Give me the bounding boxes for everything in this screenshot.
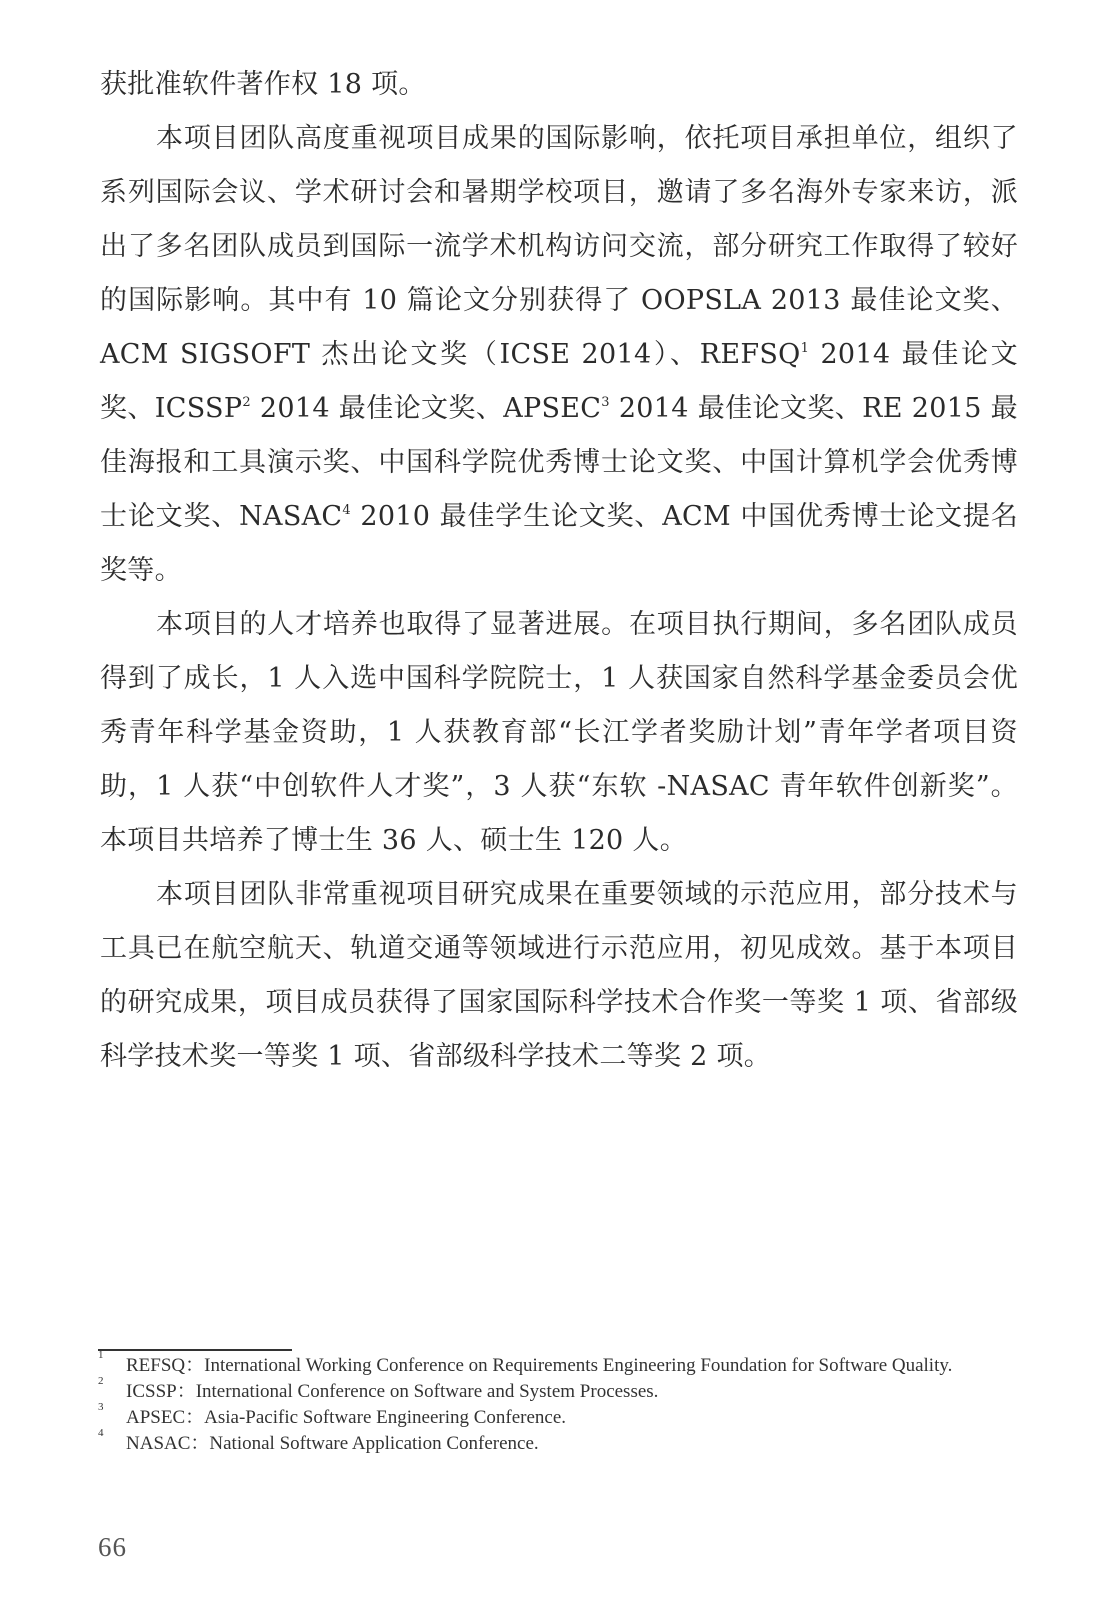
paragraph-2 [100, 112, 1018, 598]
main-text [100, 58, 1018, 1084]
footnote-text: APSEC：Asia-Pacific Software Engineering Conference. [126, 1407, 567, 1428]
paragraph-1: 获批准软件著作权 18 项。 [100, 69, 426, 100]
page-number: 66 [98, 1532, 127, 1562]
footnote-2 [98, 1375, 1016, 1405]
footnotes [98, 1349, 1016, 1457]
footnote-text: REFSQ：International Working Conference on Requirements Engineering Foundation for Software Quality. [126, 1355, 953, 1376]
footnote-number: 2 [98, 1375, 104, 1387]
footnote-text: NASAC：National Software Application Conference. [126, 1433, 539, 1454]
footnote-ref-4: 4 [342, 503, 351, 518]
footnote-number: 3 [98, 1401, 104, 1413]
footnote-3 [98, 1401, 1016, 1431]
footnote-number: 1 [98, 1349, 104, 1361]
footnote-1 [98, 1349, 1016, 1379]
footnote-number: 4 [98, 1427, 104, 1439]
footnote-divider [98, 1349, 292, 1351]
paragraph-3: 本项目的人才培养也取得了显著进展。在项目执行期间，多名团队成员得到了成长，1 人入选中国科学院院士，1 人获国家自然科学基金委员会优秀青年科学基金资助，1 人获教育部“长江学者奖励计划”青年学者项目资助，1 人获“中创软件人才奖”，3 人获“东软 -NASAC 青年软件创新奖”。本项目共培养了博士生 36 人、硕士生 120 人。 [100, 609, 1018, 856]
paragraph-2-text: 2014 最佳论文奖、ICSSP [100, 339, 1018, 424]
footnote-ref-2: 2 [242, 395, 251, 410]
paragraph-2-text: 2014 最佳论文奖、RE 2015 最佳海报和工具演示奖、中国科学院优秀博士论文奖、中国计算机学会优秀博士论文奖、NASAC [100, 393, 1018, 532]
footnote-4 [98, 1427, 1016, 1457]
paragraph-4: 本项目团队非常重视项目研究成果在重要领域的示范应用，部分技术与工具已在航空航天、轨道交通等领域进行示范应用，初见成效。基于本项目的研究成果，项目成员获得了国家国际科学技术合作奖一等奖 1 项、省部级科学技术奖一等奖 1 项、省部级科学技术二等奖 2 项。 [100, 879, 1018, 1072]
footnote-ref-3: 3 [601, 395, 610, 410]
footnote-ref-1: 1 [800, 341, 810, 356]
paragraph-2-text: 2014 最佳论文奖、APSEC [250, 393, 602, 424]
footnote-text: ICSSP：International Conference on Software and System Processes. [126, 1381, 659, 1402]
paragraph-2-text: 本项目团队高度重视项目成果的国际影响，依托项目承担单位，组织了系列国际会议、学术研讨会和暑期学校项目，邀请了多名海外专家来访，派出了多名团队成员到国际一流学术机构访问交流，部分研究工作取得了较好的国际影响。其中有 10 篇论文分别获得了 OOPSLA 2013 最佳论文奖、ACM SIGSOFT 杰出论文奖（ICSE 2014）、REFSQ [100, 123, 1018, 370]
paragraph-2-text: 2010 最佳学生论文奖、ACM 中国优秀博士论文提名奖等。 [100, 501, 1018, 586]
